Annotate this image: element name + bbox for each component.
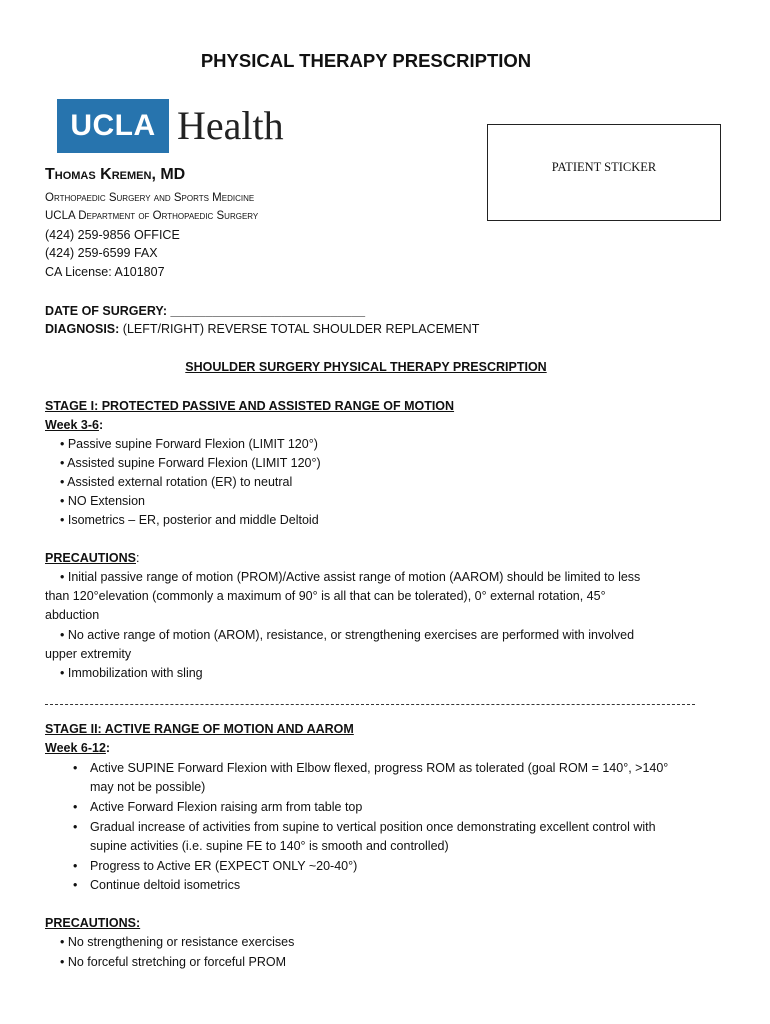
list-item: • NO Extension	[60, 494, 145, 508]
ucla-health-logo	[57, 99, 307, 153]
stage1-precautions-heading	[45, 551, 139, 565]
bullet: •	[73, 761, 78, 775]
list-item-continuation: may not be possible)	[90, 780, 206, 794]
precaution-line: • No strengthening or resistance exercises	[60, 935, 295, 949]
list-item-text: Gradual increase of activities from supine to vertical position once demonstrating excellent control with	[90, 820, 656, 834]
list-item: • Assisted supine Forward Flexion (LIMIT 120°)	[60, 456, 321, 470]
list-item-text: Active Forward Flexion raising arm from table top	[90, 800, 363, 814]
doctor-name: Thomas Kremen, MD	[45, 166, 186, 183]
stage2-precautions-heading: PRECAUTIONS:	[45, 916, 141, 930]
stage2-week-suffix: :	[105, 741, 111, 755]
page-title: PHYSICAL THERAPY PRESCRIPTION	[200, 50, 532, 71]
stage2-heading: STAGE II: ACTIVE RANGE OF MOTION AND AAROM	[45, 722, 354, 736]
precaution-line: abduction	[45, 608, 100, 622]
section-heading: SHOULDER SURGERY PHYSICAL THERAPY PRESCRIPTION	[185, 360, 547, 374]
date-of-surgery-blank: ____________________________	[170, 304, 366, 318]
stage2-week-label: Week 6-12	[45, 741, 106, 755]
patient-sticker-box	[487, 124, 721, 221]
bullet: •	[73, 859, 78, 873]
bullet: •	[73, 800, 78, 814]
list-item-text: Progress to Active ER (EXPECT ONLY ~20-40°)	[90, 859, 358, 873]
logo-health-word: Health	[177, 103, 284, 148]
stage1-week-label: Week 3-6	[45, 418, 99, 432]
patient-sticker-label: PATIENT STICKER	[551, 160, 657, 174]
list-item: • Passive supine Forward Flexion (LIMIT 120°)	[60, 437, 318, 451]
precaution-line: upper extremity	[45, 647, 132, 661]
precaution-line: • No forceful stretching or forceful PROM	[60, 955, 286, 969]
bullet: •	[73, 878, 78, 892]
doctor-license: CA License: A101807	[45, 265, 165, 279]
doctor-specialty: Orthopaedic Surgery and Sports Medicine	[45, 192, 255, 204]
stage1-heading: STAGE I: PROTECTED PASSIVE AND ASSISTED RANGE OF MOTION	[45, 399, 455, 413]
list-item: • Assisted external rotation (ER) to neutral	[60, 475, 293, 489]
doctor-fax: (424) 259-6599 FAX	[45, 246, 158, 260]
precaution-line: than 120°elevation (commonly a maximum of 90° is all that can be tolerated), 0° external rotation, 45°	[45, 589, 606, 603]
date-of-surgery-row	[45, 304, 365, 318]
diagnosis-value: (LEFT/RIGHT) REVERSE TOTAL SHOULDER REPLACEMENT	[119, 322, 480, 336]
list-item-text: Continue deltoid isometrics	[90, 878, 241, 892]
list-item: • Isometrics – ER, posterior and middle Deltoid	[60, 513, 319, 527]
stage1-precautions-label: PRECAUTIONS	[45, 551, 136, 565]
diagnosis-row	[45, 322, 479, 336]
precaution-line: • Initial passive range of motion (PROM)/Active assist range of motion (AAROM) should be limited to less	[60, 570, 641, 584]
stage1-week-suffix: :	[98, 418, 104, 432]
precaution-line: • No active range of motion (AROM), resistance, or strengthening exercises are performed with involved	[60, 628, 635, 642]
date-of-surgery-label: DATE OF SURGERY:	[45, 304, 167, 318]
section-divider	[45, 704, 695, 705]
stage1-precautions-suffix: :	[135, 551, 140, 565]
precaution-line: • Immobilization with sling	[60, 666, 203, 680]
stage1-week	[45, 418, 103, 432]
diagnosis-label: DIAGNOSIS:	[45, 322, 120, 336]
doctor-office-phone: (424) 259-9856 OFFICE	[45, 228, 180, 242]
bullet: •	[73, 820, 78, 834]
doctor-department: UCLA Department of Orthopaedic Surgery	[45, 210, 259, 222]
logo-ucla-box: UCLA	[57, 99, 169, 153]
stage2-week	[45, 741, 110, 755]
list-item-continuation: supine activities (i.e. supine FE to 140° is smooth and controlled)	[90, 839, 449, 853]
list-item-text: Active SUPINE Forward Flexion with Elbow flexed, progress ROM as tolerated (goal ROM = 140°, >140°	[90, 761, 669, 775]
